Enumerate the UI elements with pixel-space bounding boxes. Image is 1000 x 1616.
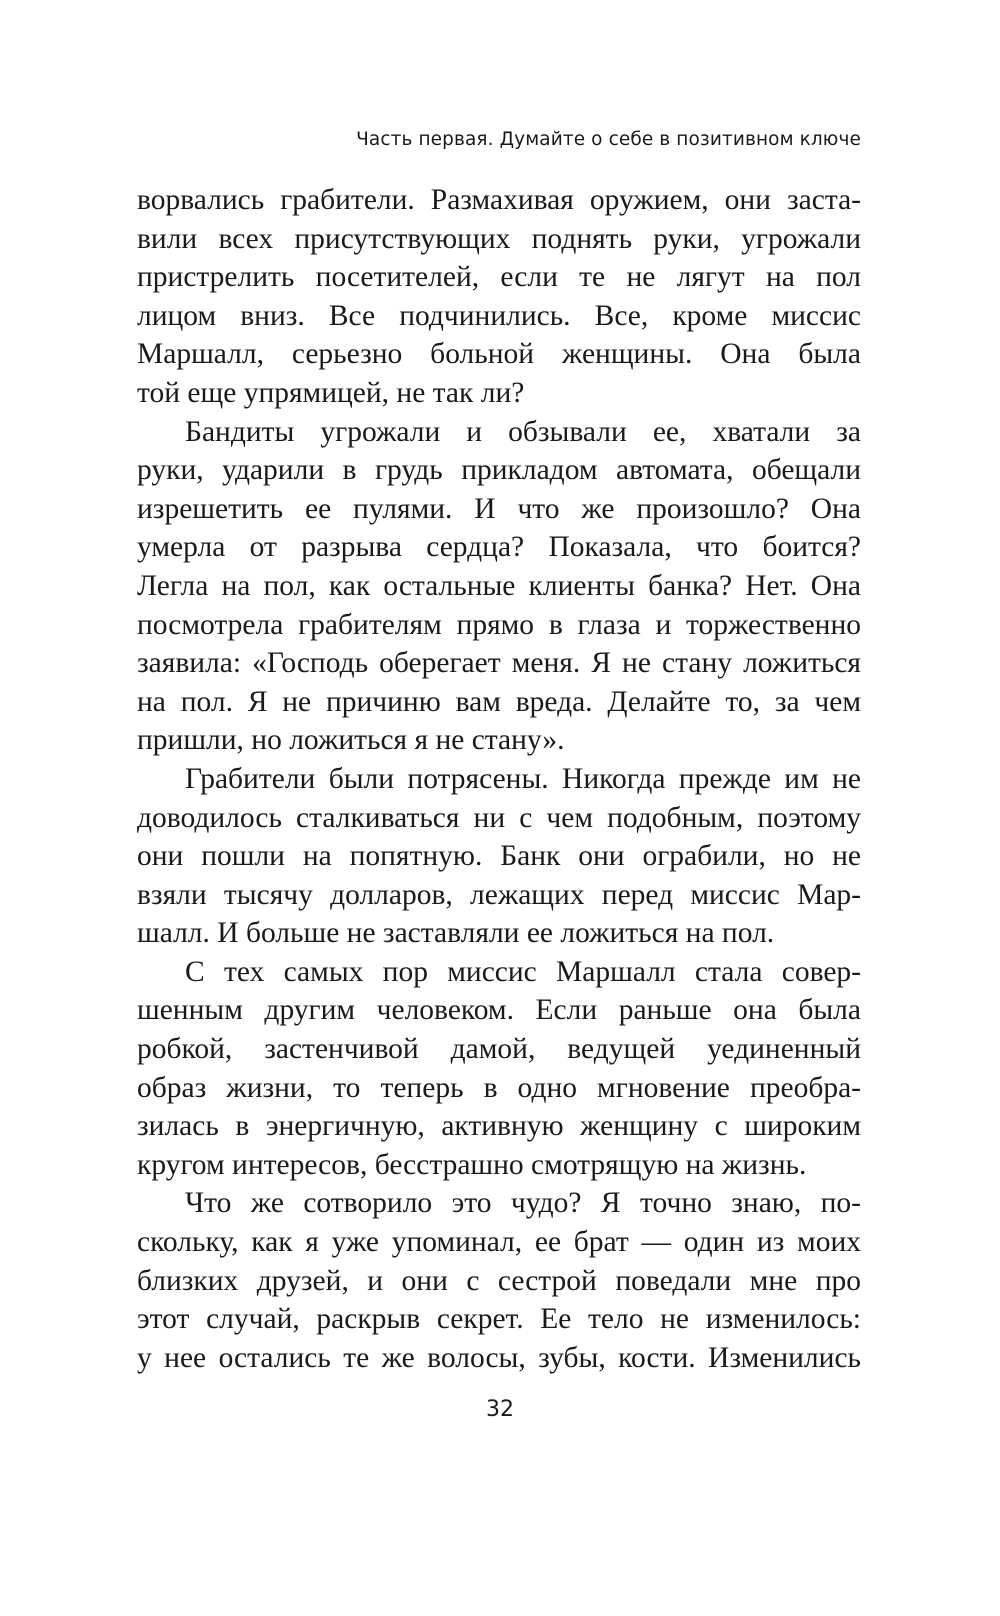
- paragraph: [137, 760, 861, 953]
- text-line: Что же сотворило это чудо? Я точно знаю, по-: [185, 1187, 861, 1220]
- text-line: умерла от разрыва сердца? Показала, что боится?: [137, 531, 861, 564]
- text-line: С тех самых пор миссис Маршалл стала совер-: [185, 955, 861, 988]
- text-line: образ жизни, то теперь в одно мгновение преобра-: [137, 1071, 861, 1104]
- text-line: у нее остались те же волосы, зубы, кости. Изменились: [137, 1341, 861, 1374]
- text-line: шалл. И больше не заставляли ее ложиться на пол.: [137, 917, 775, 950]
- text-line: робкой, застенчивой дамой, ведущей уединенный: [137, 1033, 861, 1066]
- text-line: зилась в энергичную, активную женщину с широким: [137, 1110, 861, 1143]
- text-line: этот случай, раскрыв секрет. Ее тело не изменилось:: [137, 1303, 861, 1336]
- running-header: Часть первая. Думайте о себе в позитивном ключе: [356, 129, 861, 150]
- body-text: [137, 181, 861, 1377]
- paragraph: [137, 413, 861, 760]
- text-line: Грабители были потрясены. Никогда прежде им не: [185, 762, 861, 795]
- text-line: заявила: «Господь оберегает меня. Я не стану ложиться: [137, 647, 861, 680]
- paragraph: [137, 181, 861, 413]
- text-line: Бандиты угрожали и обзывали ее, хватали за: [185, 415, 861, 448]
- text-line: близких друзей, и они с сестрой поведали мне про: [137, 1264, 861, 1297]
- page-number: 32: [486, 1397, 514, 1422]
- text-line: Маршалл, серьезно больной женщины. Она была: [137, 338, 861, 371]
- text-line: руки, ударили в грудь прикладом автомата, обещали: [137, 454, 861, 487]
- text-line: они пошли на попятную. Банк они ограбили, но не: [137, 840, 861, 873]
- text-line: вили всех присутствующих поднять руки, угрожали: [137, 222, 861, 255]
- text-line: пришли, но ложиться я не стану».: [137, 724, 565, 757]
- text-line: на пол. Я не причиню вам вреда. Делайте то, за чем: [137, 685, 861, 718]
- text-line: пристрелить посетителей, если те не лягут на пол: [137, 261, 861, 294]
- text-line: ворвались грабители. Размахивая оружием, они заста-: [137, 184, 861, 216]
- text-line: посмотрела грабителям прямо в глаза и торжественно: [137, 608, 861, 641]
- text-line: шенным другим человеком. Если раньше она была: [137, 994, 861, 1027]
- text-line: Легла на пол, как остальные клиенты банка? Нет. Она: [137, 569, 861, 602]
- text-line: взяли тысячу долларов, лежащих перед миссис Мар-: [137, 878, 861, 911]
- paragraph: [137, 1184, 861, 1377]
- text-line: той еще упрямицей, не так ли?: [137, 376, 525, 409]
- text-line: доводилось сталкиваться ни с чем подобным, поэтому: [137, 801, 861, 834]
- text-line: изрешетить ее пулями. И что же произошло? Она: [137, 492, 861, 525]
- text-line: скольку, как я уже упоминал, ее брат — один из моих: [137, 1226, 861, 1259]
- paragraph: [137, 953, 861, 1185]
- text-line: лицом вниз. Все подчинились. Все, кроме миссис: [137, 299, 861, 332]
- text-line: кругом интересов, бесстрашно смотрящую на жизнь.: [137, 1148, 807, 1181]
